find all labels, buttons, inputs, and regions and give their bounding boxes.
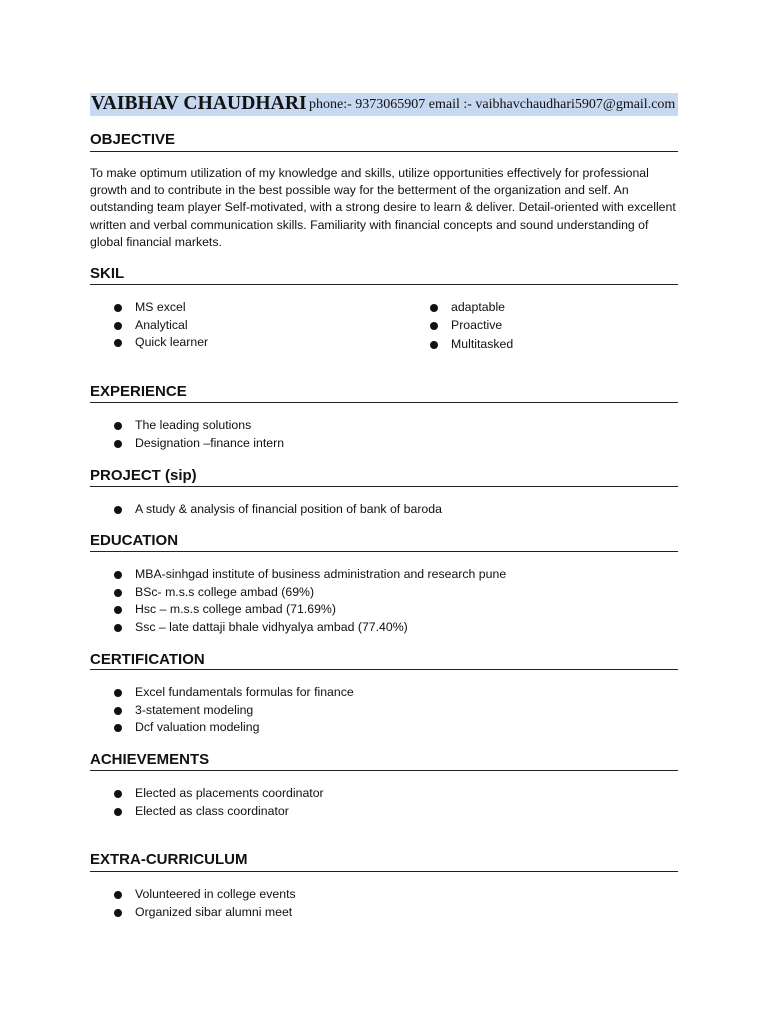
experience-list (90, 417, 284, 452)
list-item: Proactive (406, 317, 513, 335)
objective-divider (90, 151, 678, 152)
list-item: adaptable (406, 299, 513, 317)
bullet-icon (114, 891, 122, 899)
objective-heading: OBJECTIVE (90, 131, 176, 148)
bullet-icon (114, 808, 122, 816)
experience-divider (90, 402, 678, 403)
list-item: 3-statement modeling (90, 702, 354, 720)
list-item: Quick learner (90, 334, 208, 352)
project-heading: PROJECT (sip) (90, 467, 197, 484)
extra-curriculum-list (90, 886, 296, 921)
achievements-divider (90, 770, 678, 771)
skills-divider (90, 284, 678, 285)
bullet-icon (114, 571, 122, 579)
bullet-icon (114, 606, 122, 614)
list-item: Volunteered in college events (90, 886, 296, 904)
bullet-icon (114, 790, 122, 798)
bullet-icon (114, 422, 122, 430)
list-item: The leading solutions (90, 417, 284, 435)
list-item: Ssc – late dattaji bhale vidhyalya ambad (77.40%) (90, 619, 506, 637)
list-item: BSc- m.s.s college ambad (69%) (90, 584, 506, 602)
skills-list-left (90, 299, 208, 352)
bullet-icon (114, 304, 122, 312)
list-item: Designation –finance intern (90, 435, 284, 453)
skills-heading: SKIL (90, 265, 125, 282)
skills-list-right (406, 299, 513, 352)
bullet-icon (114, 339, 122, 347)
contact-info: phone:- 9373065907 email :- vaibhavchaudhari5907@gmail.com (309, 97, 676, 112)
bullet-icon (430, 341, 438, 349)
bullet-icon (114, 589, 122, 597)
list-item: Analytical (90, 317, 208, 335)
education-divider (90, 551, 678, 552)
project-divider (90, 486, 678, 487)
bullet-icon (114, 724, 122, 732)
certification-divider (90, 669, 678, 670)
extra-curriculum-heading: EXTRA-CURRICULUM (90, 851, 248, 868)
bullet-icon (114, 707, 122, 715)
bullet-icon (430, 304, 438, 312)
bullet-icon (430, 322, 438, 330)
project-list (90, 501, 442, 519)
certification-list (90, 684, 354, 737)
bullet-icon (114, 506, 122, 514)
experience-heading: EXPERIENCE (90, 383, 187, 400)
achievements-list (90, 785, 324, 820)
candidate-name: VAIBHAV CHAUDHARI (91, 93, 307, 114)
education-list (90, 566, 506, 636)
list-item: MS excel (90, 299, 208, 317)
bullet-icon (114, 689, 122, 697)
header-bar (90, 93, 678, 116)
bullet-icon (114, 909, 122, 917)
education-heading: EDUCATION (90, 532, 179, 549)
bullet-icon (114, 440, 122, 448)
objective-text: To make optimum utilization of my knowledge and skills, utilize opportunities effectively for professional growth and to contribute in the best possible way for the betterment of the organization and self. An outstanding team player Self-motivated, with a strong desire to learn & deliver. Detail-oriented with excellent written and verbal communication skills. Familiarity with financial concepts and sound understanding of global financial markets. (90, 166, 676, 249)
list-item: Elected as placements coordinator (90, 785, 324, 803)
certification-heading: CERTIFICATION (90, 651, 205, 668)
extra-curriculum-divider (90, 871, 678, 872)
list-item: Excel fundamentals formulas for finance (90, 684, 354, 702)
list-item: Multitasked (406, 336, 513, 354)
bullet-icon (114, 322, 122, 330)
list-item: A study & analysis of financial position of bank of baroda (90, 501, 442, 519)
bullet-icon (114, 624, 122, 632)
achievements-heading: ACHIEVEMENTS (90, 751, 210, 768)
list-item: Dcf valuation modeling (90, 719, 354, 737)
list-item: Organized sibar alumni meet (90, 904, 296, 922)
list-item: MBA-sinhgad institute of business administration and research pune (90, 566, 506, 584)
list-item: Hsc – m.s.s college ambad (71.69%) (90, 601, 506, 619)
list-item: Elected as class coordinator (90, 803, 324, 821)
